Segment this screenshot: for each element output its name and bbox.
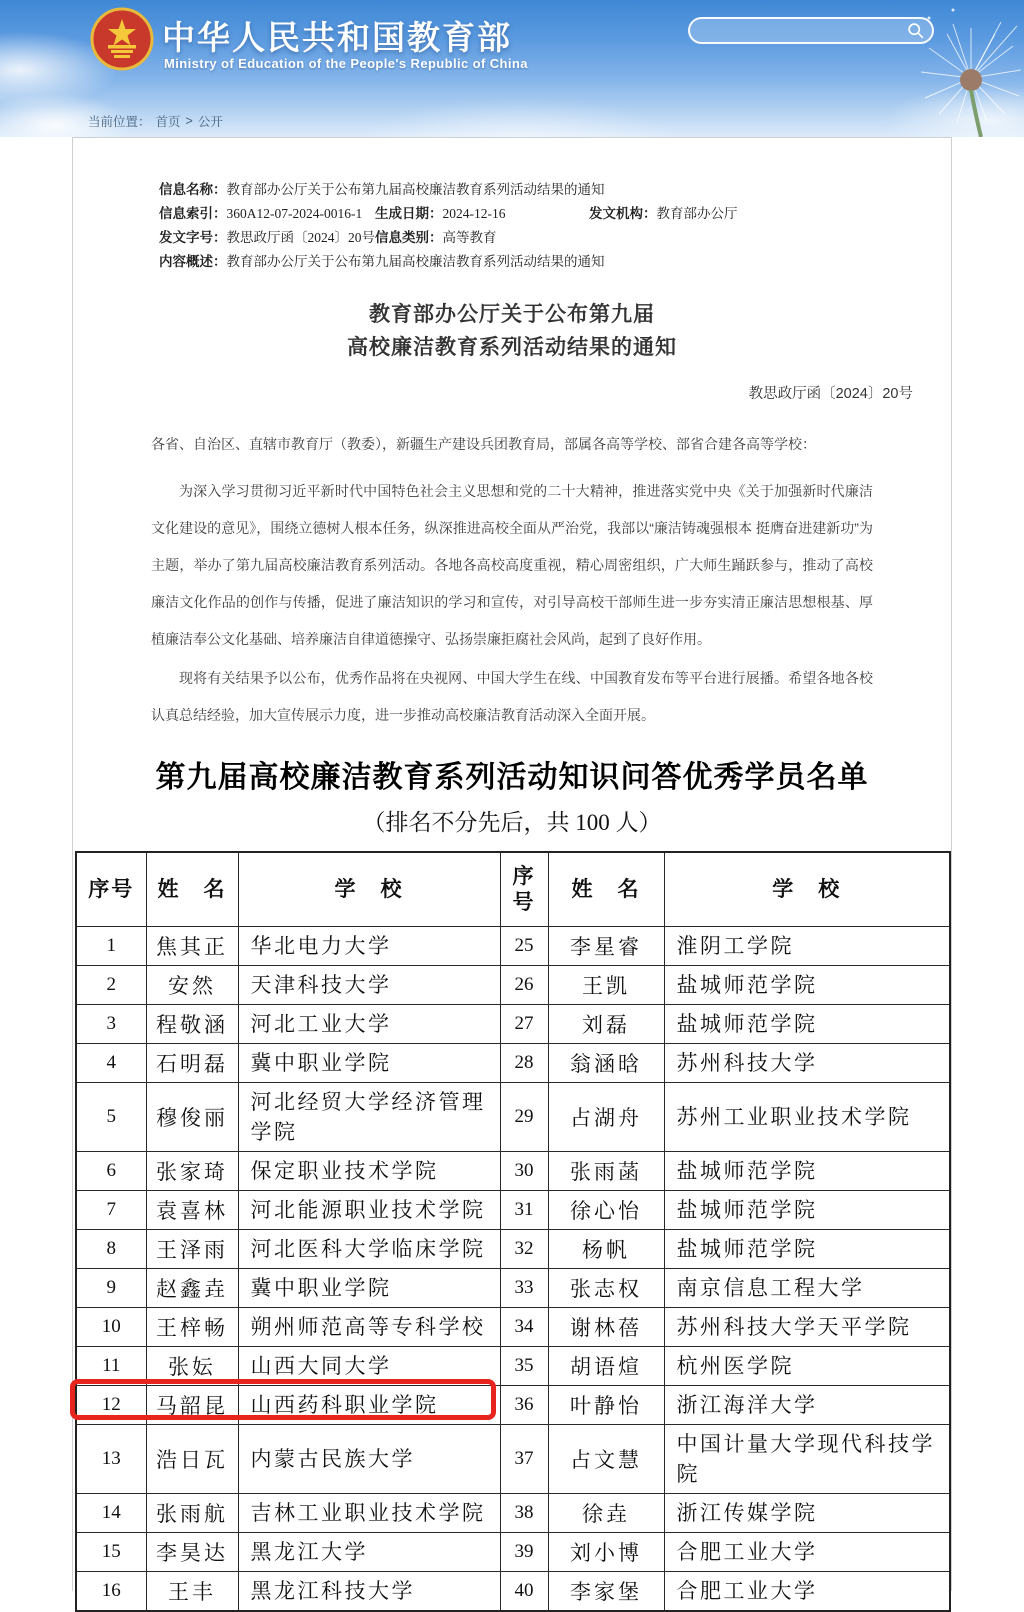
document-number: 教思政厅函〔2024〕20号: [748, 386, 913, 402]
cell-school2: 杭州医学院: [664, 1346, 950, 1385]
cell-school1: 吉林工业职业技术学院: [238, 1493, 500, 1532]
cell-name2: 占文慧: [548, 1424, 664, 1493]
meta-date-value: 2024-12-16: [442, 206, 506, 221]
cell-name2: 徐垚: [548, 1493, 664, 1532]
document-meta: [159, 178, 865, 274]
cell-school2: 合肥工业大学: [664, 1532, 950, 1571]
col-header-no-right: 序号: [500, 852, 548, 926]
cell-name1: 王泽雨: [146, 1229, 238, 1268]
cell-no1: 11: [76, 1346, 146, 1385]
cell-no1: 6: [76, 1151, 146, 1190]
cell-no1: 10: [76, 1307, 146, 1346]
cell-no2: 28: [500, 1043, 548, 1082]
meta-name-value: 教育部办公厅关于公布第九届高校廉洁教育系列活动结果的通知: [226, 182, 605, 197]
cell-name1: 焦其正: [146, 926, 238, 965]
cell-name2: 王凯: [548, 965, 664, 1004]
cell-name2: 翁涵晗: [548, 1043, 664, 1082]
roster-table-wrap: [75, 851, 949, 1612]
cell-school2: 浙江传媒学院: [664, 1493, 950, 1532]
meta-row-index: [159, 202, 865, 226]
meta-row-docnum: [159, 226, 865, 250]
cell-school1: 冀中职业学院: [238, 1268, 500, 1307]
header-sky-banner: [0, 0, 1024, 137]
cell-school1: 河北经贸大学经济管理学院: [238, 1082, 500, 1151]
roster-row: [76, 1346, 950, 1385]
cell-name1: 赵鑫垚: [146, 1268, 238, 1307]
col-header-school-right: 学 校: [664, 852, 950, 926]
col-header-school-left: 学 校: [238, 852, 500, 926]
cell-no2: 32: [500, 1229, 548, 1268]
breadcrumb-home-link[interactable]: 首页: [155, 115, 181, 129]
cell-name2: 刘小博: [548, 1532, 664, 1571]
roster-row: [76, 1004, 950, 1043]
cell-school1: 天津科技大学: [238, 965, 500, 1004]
cell-school2: 合肥工业大学: [664, 1571, 950, 1611]
roster-subheading: （排名不分先后，共 100 人）: [362, 810, 662, 835]
cell-no2: 36: [500, 1385, 548, 1424]
roster-row: [76, 1268, 950, 1307]
cell-school1: 冀中职业学院: [238, 1043, 500, 1082]
roster-row: [76, 926, 950, 965]
roster-row: [76, 1307, 950, 1346]
cell-name1: 浩日瓦: [146, 1424, 238, 1493]
cell-name2: 李家堡: [548, 1571, 664, 1611]
meta-row-summary: [159, 250, 865, 274]
roster-row: [76, 965, 950, 1004]
cell-name2: 谢林蓓: [548, 1307, 664, 1346]
cell-school2: 浙江海洋大学: [664, 1385, 950, 1424]
cell-name1: 王梓畅: [146, 1307, 238, 1346]
cell-name1: 石明磊: [146, 1043, 238, 1082]
cell-school1: 内蒙古民族大学: [238, 1424, 500, 1493]
cell-school1: 朔州师范高等专科学校: [238, 1307, 500, 1346]
document-title-line2: 高校廉洁教育系列活动结果的通知: [347, 336, 677, 359]
site-subtitle: Ministry of Education of the People's Republic of China: [164, 56, 528, 71]
roster-heading: 第九届高校廉洁教育系列活动知识问答优秀学员名单: [155, 761, 869, 794]
cell-school1: 山西大同大学: [238, 1346, 500, 1385]
roster-row: [76, 1424, 950, 1493]
meta-type-label: 信息类别：: [375, 230, 443, 245]
cell-name2: 徐心怡: [548, 1190, 664, 1229]
cell-name1: 李昊达: [146, 1532, 238, 1571]
cell-school2: 苏州科技大学天平学院: [664, 1307, 950, 1346]
cell-name2: 张志权: [548, 1268, 664, 1307]
roster-row: [76, 1229, 950, 1268]
cell-no2: 30: [500, 1151, 548, 1190]
cell-no2: 26: [500, 965, 548, 1004]
cell-no1: 13: [76, 1424, 146, 1493]
meta-summary-value: 教育部办公厅关于公布第九届高校廉洁教育系列活动结果的通知: [226, 254, 605, 269]
cell-no2: 39: [500, 1532, 548, 1571]
cell-school1: 河北医科大学临床学院: [238, 1229, 500, 1268]
cell-name2: 占湖舟: [548, 1082, 664, 1151]
cell-no2: 34: [500, 1307, 548, 1346]
cell-name1: 王丰: [146, 1571, 238, 1611]
roster-row: [76, 1190, 950, 1229]
cell-no1: 1: [76, 926, 146, 965]
cell-name2: 叶静怡: [548, 1385, 664, 1424]
cell-school1: 山西药科职业学院: [238, 1385, 500, 1424]
cell-name1: 穆俊丽: [146, 1082, 238, 1151]
cell-name2: 李星睿: [548, 926, 664, 965]
cell-name1: 安然: [146, 965, 238, 1004]
breadcrumb: [88, 112, 223, 130]
cell-school2: 中国计量大学现代科技学院: [664, 1424, 950, 1493]
meta-index-label: 信息索引：: [159, 206, 227, 221]
cell-school2: 盐城师范学院: [664, 1004, 950, 1043]
roster-row: [76, 1151, 950, 1190]
document-content-box: [72, 137, 952, 1604]
cell-no1: 16: [76, 1571, 146, 1611]
cell-school2: 盐城师范学院: [664, 1151, 950, 1190]
search-input[interactable]: [690, 19, 907, 42]
cell-no2: 40: [500, 1571, 548, 1611]
document-title-line1: 教育部办公厅关于公布第九届: [369, 303, 655, 326]
roster-row: [76, 1082, 950, 1151]
col-header-name-left: 姓 名: [146, 852, 238, 926]
national-emblem-icon: [90, 7, 154, 71]
meta-org-value: 教育部办公厅: [656, 206, 738, 221]
body-paragraph-1: 为深入学习贯彻习近平新时代中国特色社会主义思想和党的二十大精神，推进落实党中央《关于加强新时代廉洁文化建设的意见》，围绕立德树人根本任务，纵深推进高校全面从严治党，我部以“廉洁铸魂强根本 挺膺奋进建新功”为主题，举办了第九届高校廉洁教育系列活动。各地各高校高度重视，精心周密组织，广大师生踊跃参与，推动了高校廉洁文化作品的创作与传播，促进了廉洁知识的学习和宣传，对引导高校干部师生进一步夯实清正廉洁思想根基、厚植廉洁奉公文化基础、培养廉洁自律道德操守、弘扬崇廉拒腐社会风尚，起到了良好作用。: [151, 483, 873, 647]
dandelion-decoration: [909, 0, 1024, 137]
cell-no1: 5: [76, 1082, 146, 1151]
cell-no1: 15: [76, 1532, 146, 1571]
breadcrumb-current: 公开: [197, 115, 223, 129]
cell-no1: 12: [76, 1385, 146, 1424]
meta-row-name: [159, 178, 865, 202]
cell-name1: 马韶昆: [146, 1385, 238, 1424]
cell-school2: 苏州科技大学: [664, 1043, 950, 1082]
cell-no2: 37: [500, 1424, 548, 1493]
cell-name1: 张雨航: [146, 1493, 238, 1532]
roster-header-row: [76, 852, 950, 926]
cell-name2: 刘磊: [548, 1004, 664, 1043]
cell-school1: 保定职业技术学院: [238, 1151, 500, 1190]
cell-name1: 袁喜林: [146, 1190, 238, 1229]
cell-school1: 河北能源职业技术学院: [238, 1190, 500, 1229]
site-title: 中华人民共和国教育部: [162, 19, 512, 56]
cell-school1: 黑龙江大学: [238, 1532, 500, 1571]
cell-school1: 黑龙江科技大学: [238, 1571, 500, 1611]
cell-no1: 2: [76, 965, 146, 1004]
roster-row: [76, 1532, 950, 1571]
cell-no2: 33: [500, 1268, 548, 1307]
meta-index-value: 360A12-07-2024-0016-1: [226, 206, 363, 221]
cell-no2: 27: [500, 1004, 548, 1043]
roster-row: [76, 1493, 950, 1532]
meta-summary-label: 内容概述：: [159, 254, 227, 269]
cell-no1: 9: [76, 1268, 146, 1307]
cell-no2: 31: [500, 1190, 548, 1229]
cell-school2: 盐城师范学院: [664, 1229, 950, 1268]
breadcrumb-separator: >: [185, 114, 193, 128]
body-paragraph-2: 现将有关结果予以公布，优秀作品将在央视网、中国大学生在线、中国教育发布等平台进行展播。希望各地各校认真总结经验，加大宣传展示力度，进一步推动高校廉洁教育活动深入全面开展。: [151, 670, 873, 723]
salutation: 各省、自治区、直辖市教育厅（教委），新疆生产建设兵团教育局，部属各高等学校、部省合建各高等学校：: [151, 436, 816, 452]
search-box[interactable]: [688, 17, 934, 44]
cell-school2: 南京信息工程大学: [664, 1268, 950, 1307]
cell-name2: 胡语煊: [548, 1346, 664, 1385]
cell-school1: 华北电力大学: [238, 926, 500, 965]
cell-no1: 7: [76, 1190, 146, 1229]
cell-no2: 29: [500, 1082, 548, 1151]
cell-no2: 35: [500, 1346, 548, 1385]
col-header-no-left: 序号: [76, 852, 146, 926]
meta-docnum-label: 发文字号：: [159, 230, 227, 245]
cell-school2: 盐城师范学院: [664, 1190, 950, 1229]
cell-no1: 8: [76, 1229, 146, 1268]
meta-name-label: 信息名称：: [159, 182, 227, 197]
cell-school2: 盐城师范学院: [664, 965, 950, 1004]
roster-row: [76, 1043, 950, 1082]
cell-name1: 张妘: [146, 1346, 238, 1385]
cell-no1: 14: [76, 1493, 146, 1532]
cell-school1: 河北工业大学: [238, 1004, 500, 1043]
meta-org-label: 发文机构：: [589, 206, 657, 221]
cell-name1: 程敬涵: [146, 1004, 238, 1043]
cell-school2: 淮阴工学院: [664, 926, 950, 965]
meta-docnum-value: 教思政厅函〔2024〕20号: [226, 230, 375, 245]
meta-type-value: 高等教育: [442, 230, 497, 245]
meta-date-label: 生成日期：: [375, 206, 443, 221]
cell-name1: 张家琦: [146, 1151, 238, 1190]
roster-body: [76, 926, 950, 1611]
cell-no1: 3: [76, 1004, 146, 1043]
cell-no2: 38: [500, 1493, 548, 1532]
breadcrumb-prefix: 当前位置：: [88, 115, 151, 129]
roster-table: [75, 851, 951, 1612]
cell-no1: 4: [76, 1043, 146, 1082]
cell-school2: 苏州工业职业技术学院: [664, 1082, 950, 1151]
cell-no2: 25: [500, 926, 548, 965]
cell-name2: 杨帆: [548, 1229, 664, 1268]
col-header-name-right: 姓 名: [548, 852, 664, 926]
cell-name2: 张雨菡: [548, 1151, 664, 1190]
roster-row: [76, 1385, 950, 1424]
document-title: [73, 298, 951, 364]
